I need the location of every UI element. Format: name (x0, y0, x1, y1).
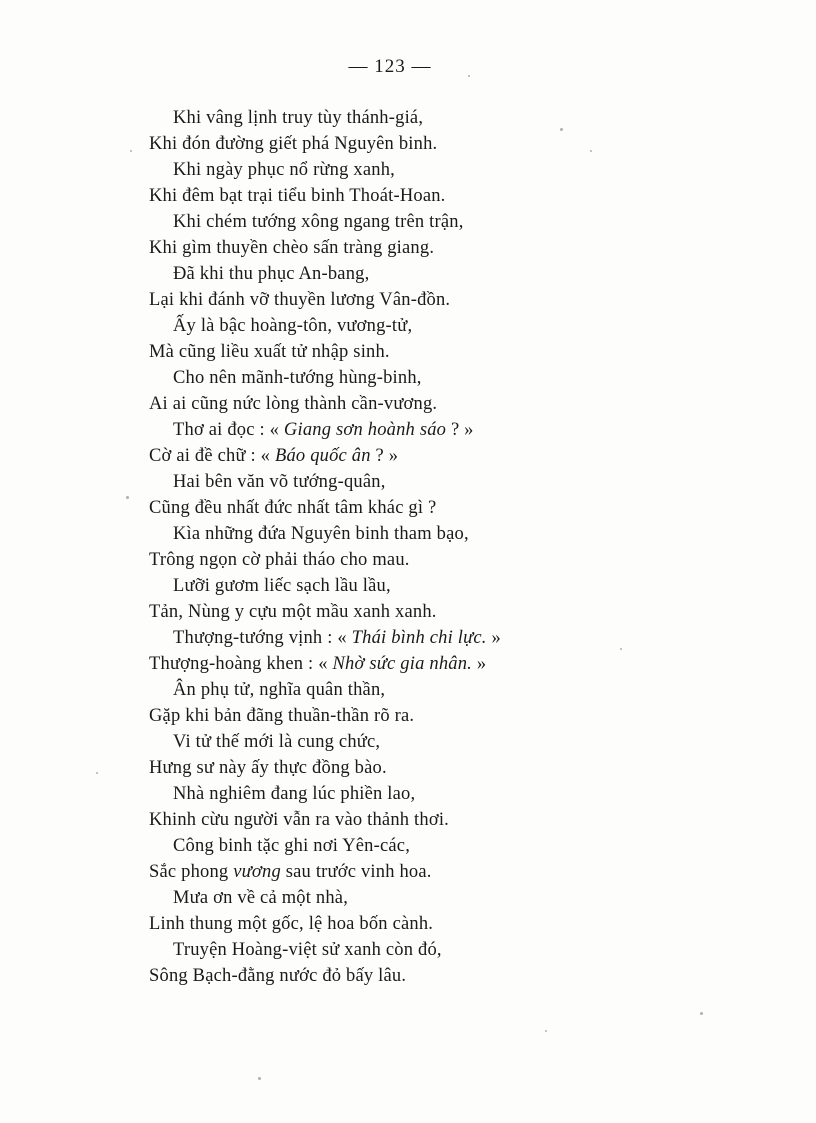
verse-text: Sông Bạch-đằng nước đỏ bấy lâu. (149, 966, 407, 986)
verse-text: Ân phụ tử, nghĩa quân thần, (173, 680, 386, 700)
verse-line (173, 729, 380, 755)
verse-text: Hai bên văn võ tướng-quân, (173, 472, 386, 492)
verse-line (149, 599, 437, 625)
verse-line (173, 521, 469, 547)
verse-italic-text: vương (233, 862, 281, 882)
page-number: — 123 — (348, 56, 432, 77)
verse-italic-text: Giang sơn hoành sáo (283, 420, 447, 440)
verse-italic-text: Nhờ sức gia nhân. (332, 654, 472, 674)
verse-line (149, 547, 410, 573)
verse-line (149, 183, 446, 209)
verse-text: Vi tử thế mới là cung chức, (173, 732, 381, 752)
verse-line (149, 859, 432, 885)
verse-text: Lưỡi gươm liếc sạch lầu lầu, (173, 576, 391, 596)
verse-text: Sắc phong (149, 862, 234, 882)
paper-speck (126, 496, 129, 499)
verse-line (173, 261, 369, 287)
verse-text: Khinh cừu người vẫn ra vào thảnh thơi. (149, 810, 449, 830)
verse-line (173, 417, 474, 443)
verse-line (149, 339, 390, 365)
paper-speck (545, 1030, 547, 1032)
verse-line (149, 443, 398, 469)
verse-text: Mưa ơn về cả một nhà, (173, 888, 349, 908)
verse-text: Truyện Hoàng-việt sử xanh còn đó, (173, 940, 442, 960)
verse-line (173, 105, 423, 131)
verse-line (173, 469, 386, 495)
verse-line (173, 937, 442, 963)
verse-line (149, 703, 414, 729)
verse-text: » (472, 654, 487, 674)
paper-speck (590, 150, 592, 152)
verse-text: Linh thung một gốc, lệ hoa bốn cành. (149, 914, 434, 934)
verse-text: Khi đón đường giết phá Nguyên binh. (149, 134, 438, 154)
verse-line (173, 365, 422, 391)
verse-line (149, 963, 406, 989)
paper-speck (560, 128, 563, 131)
verse-line (173, 157, 395, 183)
verse-text: Khi vâng lịnh truy tùy thánh-giá, (173, 108, 424, 128)
paper-speck (468, 75, 470, 77)
verse-line (149, 131, 437, 157)
verse-text: Trông ngọn cờ phải tháo cho mau. (149, 550, 410, 570)
verse-text: Cờ ai đề chữ : « (149, 446, 275, 466)
verse-line (149, 287, 450, 313)
verse-line (173, 781, 415, 807)
verse-text: Lại khi đánh vỡ thuyền lương Vân-đồn. (149, 290, 451, 310)
verse-text: Tản, Nùng y cựu một mầu xanh xanh. (149, 602, 437, 622)
verse-line (173, 313, 412, 339)
verse-line (173, 625, 501, 651)
verse-text: Hưng sư này ấy thực đồng bào. (149, 758, 387, 778)
verse-text: Khi gìm thuyền chèo sấn tràng giang. (149, 238, 435, 258)
verse-text: Mà cũng liều xuất tử nhập sinh. (149, 342, 390, 362)
verse-line (149, 235, 434, 261)
verse-line (173, 209, 464, 235)
paper-speck (258, 1077, 261, 1080)
verse-italic-text: Báo quốc ân (274, 446, 371, 466)
verse-text: Khi đêm bạt trại tiểu binh Thoát-Hoan. (149, 186, 446, 206)
verse-text: Thượng-tướng vịnh : « (173, 628, 352, 648)
verse-line (173, 833, 410, 859)
verse-text: Kìa những đứa Nguyên binh tham bạo, (173, 524, 469, 544)
verse-text: Gặp khi bản đãng thuần-thần rõ ra. (149, 706, 415, 726)
verse-text: Đã khi thu phục An-bang, (173, 264, 370, 284)
verse-text: Cũng đều nhất đức nhất tâm khác gì ? (149, 498, 437, 518)
verse-text: Ấy là bậc hoàng-tôn, vương-tử, (173, 316, 413, 336)
verse-text: Ai ai cũng nức lòng thành cần-vương. (149, 394, 438, 414)
verse-text: Nhà nghiêm đang lúc phiền lao, (173, 784, 416, 804)
verse-line (173, 677, 385, 703)
verse-text: Khi ngày phục nổ rừng xanh, (173, 160, 395, 180)
verse-text: ? » (370, 446, 399, 466)
verse-text: Công binh tặc ghi nơi Yên-các, (173, 836, 411, 856)
paper-speck (700, 1012, 703, 1015)
verse-line (149, 755, 387, 781)
verse-text: sau trước vinh hoa. (280, 862, 432, 882)
paper-speck (96, 772, 98, 774)
verse-text: » (486, 628, 501, 648)
paper-speck (130, 150, 132, 152)
verse-line (173, 885, 348, 911)
verse-text: Khi chém tướng xông ngang trên trận, (173, 212, 464, 232)
verse-text: Cho nên mãnh-tướng hùng-binh, (173, 368, 422, 388)
verse-text: ? » (446, 420, 474, 440)
verse-line (149, 651, 486, 677)
verse-line (173, 573, 391, 599)
paper-speck (620, 648, 622, 650)
verse-line (149, 911, 433, 937)
verse-italic-text: Thái bình chi lực. (351, 628, 487, 648)
verse-line (149, 495, 436, 521)
verse-line (149, 807, 449, 833)
verse-text: Thượng-hoàng khen : « (149, 654, 333, 674)
verse-line (149, 391, 437, 417)
verse-text: Thơ ai đọc : « (173, 420, 284, 440)
